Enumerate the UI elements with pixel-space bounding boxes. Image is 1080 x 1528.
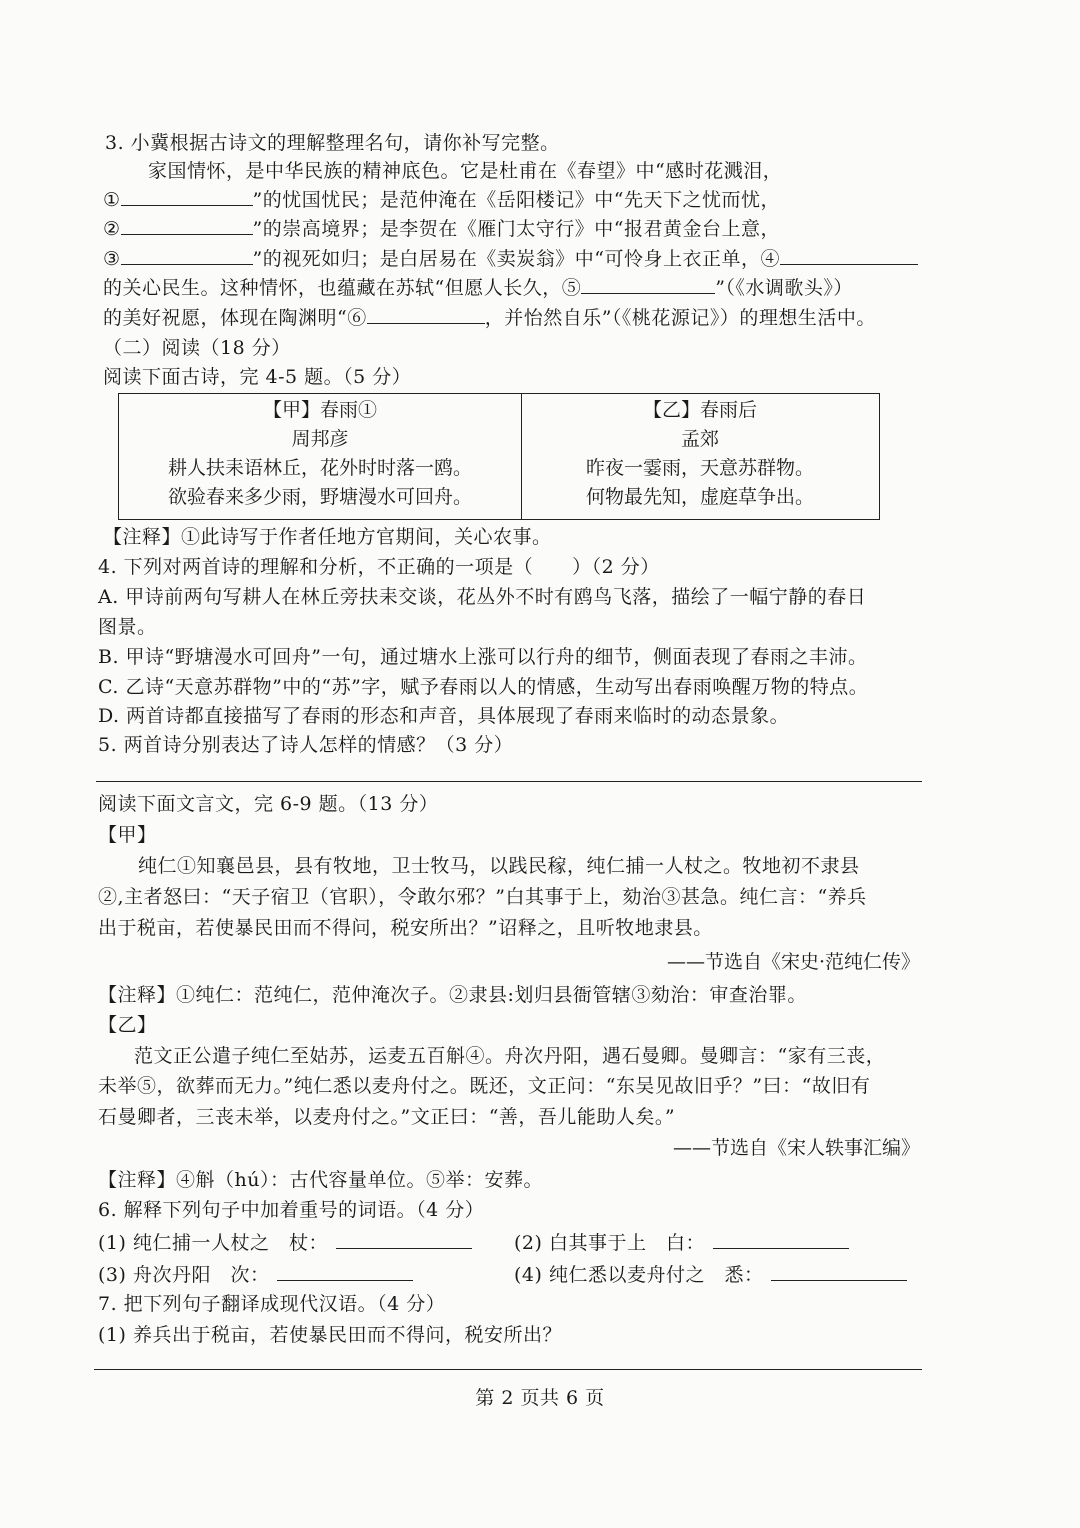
- poem-a: [119, 394, 522, 519]
- q3-line-2: [103, 187, 780, 213]
- poem-a-title: 【甲】春雨①: [262, 399, 377, 421]
- q3-line-6-text: 的美好祝愿，体现在陶渊明“⑥: [103, 307, 367, 329]
- q3-title: 3. 小冀根据古诗文的理解整理名句，请你补写完整。: [105, 132, 560, 154]
- q3-line-3: [103, 216, 780, 242]
- text-jia-line-1: 纯仁①知襄邑县，县有牧地，卫士牧马，以践民稼，纯仁捕一人杖之。牧地初不隶县: [138, 855, 860, 877]
- answer-blank-6[interactable]: [367, 305, 485, 324]
- q4-option-a-cont: 图景。: [98, 616, 157, 638]
- classical-intro: 阅读下面文言文，完 6-9 题。（13 分）: [98, 793, 439, 815]
- q5-stem: 5. 两首诗分别表达了诗人怎样的情感？（3 分）: [98, 734, 514, 756]
- q7-answer-line[interactable]: [94, 1369, 922, 1370]
- q7-sentence-1: (1) 养兵出于税亩，若使暴民田而不得问，税安所出？: [98, 1324, 562, 1346]
- q6-item-4-text: (4) 纯仁悉以麦舟付之 悉：: [514, 1264, 764, 1286]
- q4-option-d: D. 两首诗都直接描写了春雨的形态和声音，具体展现了春雨来临时的动态景象。: [98, 705, 790, 727]
- answer-blank-4[interactable]: [780, 246, 918, 265]
- q3-line-4-text: ”的视死如归；是白居易在《卖炭翁》中“可怜身上衣正单，④: [252, 248, 780, 270]
- q6-item-1: [98, 1230, 472, 1256]
- q4-stem: 4. 下列对两首诗的理解和分析，不正确的一项是（ ）（2 分）: [98, 556, 660, 578]
- q3-line-5-source: ”（《水调歌头》）: [715, 277, 853, 299]
- blank-2-number: ②: [103, 218, 121, 240]
- poem-a-line-2: 欲验春来多少雨，野塘漫水可回舟。: [167, 486, 472, 508]
- section-heading: （二）阅读（18 分）: [103, 337, 291, 359]
- poem-b-author: 孟郊: [680, 428, 719, 450]
- answer-blank-2[interactable]: [121, 216, 253, 235]
- text-jia-line-2: ②,主者怒曰：“天子宿卫（官职），令敢尔邪？”白其事于上，劾治③甚急。纯仁言：“养兵: [98, 886, 867, 908]
- text-jia-label: 【甲】: [98, 824, 157, 846]
- poem-a-line-1: 耕人扶耒语林丘，花外时时落一鸥。: [167, 457, 472, 479]
- q6-item-3: [98, 1262, 413, 1288]
- q4-option-c: C. 乙诗“天意苏群物”中的“苏”字，赋予春雨以人的情感，生动写出春雨唤醒万物的特点。: [98, 676, 869, 698]
- poem-b: [522, 394, 878, 519]
- q3-line-5-text: 的关心民生。这种情怀，也蕴藏在苏轼“但愿人长久，⑤: [103, 277, 582, 299]
- poem-b-line-1: 昨夜一霎雨，天意苏群物。: [585, 457, 814, 479]
- text-yi-source: ——节选自《宋人轶事汇编》: [672, 1137, 920, 1159]
- poem-table: [118, 393, 880, 520]
- q4-option-a: A. 甲诗前两句写耕人在林丘旁扶耒交谈，花丛外不时有鸥鸟飞落，描绘了一幅宁静的春日: [98, 586, 867, 608]
- q3-line-1: 家国情怀，是中华民族的精神底色。它是杜甫在《春望》中“感时花溅泪，: [148, 160, 783, 182]
- q5-answer-line[interactable]: [96, 781, 922, 782]
- q6-item-1-text: (1) 纯仁捕一人杖之 杖：: [98, 1232, 328, 1254]
- q4-option-b: B. 甲诗“野塘漫水可回舟”一句，通过塘水上涨可以行舟的细节，侧面表现了春雨之丰沛。: [98, 646, 868, 668]
- page-number: 第 2 页共 6 页: [475, 1387, 605, 1409]
- q6-answer-3[interactable]: [277, 1262, 413, 1281]
- q6-item-2: [514, 1230, 849, 1256]
- q6-answer-1[interactable]: [336, 1230, 472, 1249]
- text-yi-line-2: 未举⑤，欲葬而无力。”纯仁悉以麦舟付之。既还，文正问：“东吴见故旧乎？”曰：“故旧有: [98, 1075, 871, 1097]
- q7-stem: 7. 把下列句子翻译成现代汉语。（4 分）: [98, 1293, 446, 1315]
- answer-blank-3[interactable]: [121, 246, 253, 265]
- answer-blank-1[interactable]: [121, 187, 253, 206]
- blank-1-number: ①: [103, 189, 121, 211]
- q6-item-4: [514, 1262, 907, 1288]
- q3-line-2-text: ”的忧国忧民；是范仲淹在《岳阳楼记》中“先天下之忧而忧，: [252, 189, 780, 211]
- poem-b-title: 【乙】春雨后: [642, 399, 757, 421]
- q3-line-6: [103, 305, 876, 331]
- text-yi-line-1: 范文正公遣子纯仁至姑苏，运麦五百斛④。舟次丹阳，遇石曼卿。曼卿言：“家有三丧，: [134, 1045, 886, 1067]
- poem-a-author: 周邦彦: [291, 428, 349, 450]
- q3-line-4: [103, 246, 918, 272]
- text-yi-line-3: 石曼卿者，三丧未举，以麦舟付之。”文正曰：“善，吾儿能助人矣。”: [98, 1106, 676, 1128]
- q6-stem: 6. 解释下列句子中加着重号的词语。（4 分）: [98, 1199, 485, 1221]
- text-yi-note: 【注释】④斛（hú）：古代容量单位。⑤举：安葬。: [98, 1169, 543, 1191]
- text-yi-label: 【乙】: [98, 1014, 157, 1036]
- q3-line-6-end: ，并怡然自乐”（《桃花源记》）的理想生活中。: [484, 307, 876, 329]
- q3-line-5: [103, 275, 853, 301]
- answer-blank-5[interactable]: [581, 275, 715, 294]
- poem-note: 【注释】①此诗写于作者任地方官期间，关心农事。: [103, 526, 552, 548]
- text-jia-source: ——节选自《宋史·范纯仁传》: [666, 951, 920, 973]
- q6-answer-2[interactable]: [713, 1230, 849, 1249]
- q6-answer-4[interactable]: [771, 1262, 907, 1281]
- q6-item-3-text: (3) 舟次丹阳 次：: [98, 1264, 270, 1286]
- text-jia-note: 【注释】①纯仁：范纯仁，范仲淹次子。②隶县:划归县衙管辖③劾治：审查治罪。: [98, 984, 807, 1006]
- poem-intro: 阅读下面古诗，完 4-5 题。（5 分）: [103, 366, 412, 388]
- q3-line-3-text: ”的崇高境界；是李贺在《雁门太守行》中“报君黄金台上意，: [252, 218, 780, 240]
- q6-item-2-text: (2) 白其事于上 白：: [514, 1232, 705, 1254]
- blank-3-number: ③: [103, 248, 121, 270]
- text-jia-line-3: 出于税亩，若使暴民田而不得问，税安所出？”诏释之，且听牧地隶县。: [98, 917, 713, 939]
- poem-b-line-2: 何物最先知，虚庭草争出。: [585, 486, 814, 508]
